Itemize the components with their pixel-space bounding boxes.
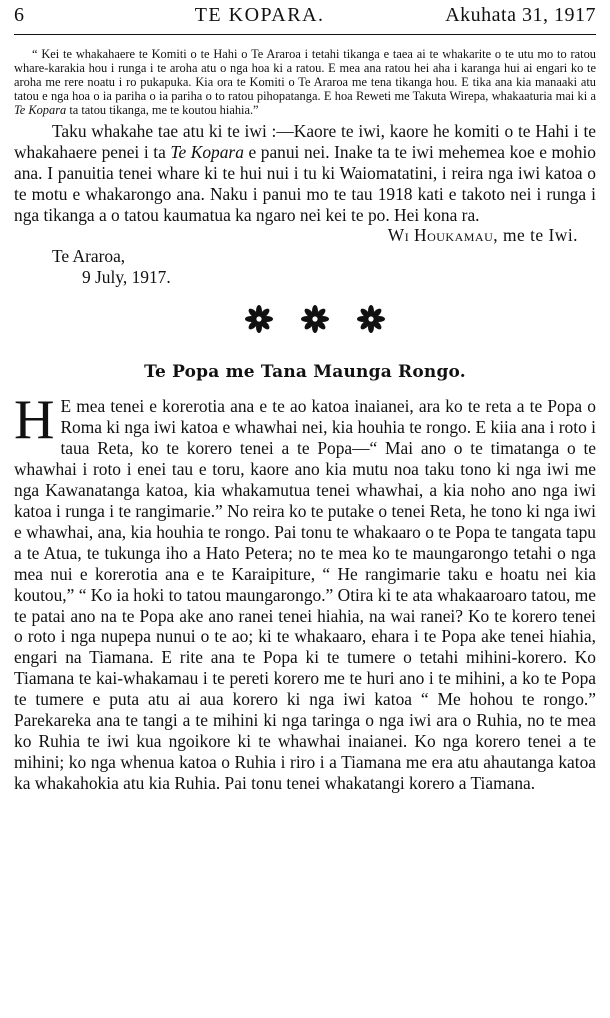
- flower-ornament-icon: [300, 304, 330, 334]
- drop-cap: H: [14, 389, 55, 452]
- section-divider: [34, 304, 596, 334]
- letter-paragraph: [14, 121, 596, 225]
- letter-signature: [14, 225, 596, 246]
- letter-italic-title: Te Kopara: [170, 142, 244, 163]
- issue-date: Akuhata 31, 1917: [445, 4, 596, 26]
- flower-ornament-icon: [356, 304, 386, 334]
- letter-text-after: e panui nei. Inake ta te iwi mehemea koe e mohio ana. I panuitia tenei whare ki te hui nui i tu ki Waiomatatini, i reira nga iwi katoa o te motu e whakarongo ana. Naku i panui mo te tau 1918 kati e takoto nei i runga i nga tikanga a o tatou kaumatua ka ngaro nei kei te po. Hei kona ra.: [14, 142, 596, 225]
- signature-name: Wi Houkamau,: [387, 225, 499, 246]
- flower-ornament-icon: [244, 304, 274, 334]
- article-title: Te Popa me Tana Maunga Rongo.: [144, 362, 466, 383]
- publication-title: TE KOPARA.: [194, 4, 325, 26]
- letter-place: Te Araroa,: [52, 246, 126, 267]
- quote-italic-title: Te Kopara: [14, 103, 67, 118]
- article-body: [14, 389, 596, 793]
- page-header: [14, 4, 596, 35]
- article-text: E mea tenei e korerotia ana e te ao katoa inaianei, ara ko te reta a te Popa o Roma ki nga iwi katoa e whawhai nei, kia houhia te rongo. E kiia ana i roto i taua Reta, ko te korero tenei a te Popa—“ Mai ano o te timatanga o te whawhai i roto i enei tau e toru, kaore ano kia mutu noa taku tono ki nga iwi me nga Kawanatanga katoa, kia whakamutua tenei whawhai, a kia noho ano nga iwi katoa i runga i te rangimarie.” No reira ko te putake o tenei Reta, he tono ki nga iwi e whawhai, ana, kia houhia te rongo. Pai tonu te whakaaro o te Popa te tangata tapu a te Atua, te tukunga iho a Hato Petera; no te mea ko te maungarongo tetahi o nga mea nui e korerotia ana e te Karaipiture, “ He rangimarie taku e hoatu nei kia koutou,” “ Ko ia hoki to tatou maungarongo.” Otira ki te ata whakaaroaro tatou, me te patai ano na te Popa ake ano ranei tenei hiahia, na wai ranei? Ko te korero tenei o roto i nga nupepa nunui o te ao; ki te whakaaro, ehara i te Popa ake tenei hiahia, engari na Tiamana. E rite ana te Popa ki te tumere o tetahi mihini-korero. Ko Tiamana te kai-whakamau i te pereti korero me te huri ano i te mihini, a ko te Popa te tumere e puta atu ai aua korero ki nga iwi katoa “ Me hohou te rongo.” Parekareka ana te tangi a te mihini ki nga taringa o nga iwi ara o Ruhia, no te mea ko Ruhia te iwi kua ngoikore ki te whawhai inaianei. Ko nga korero tenei a te mihini; ko nga whenua katoa o Ruhia i riro i a Tiamana me era atu ahautanga katoa ka whakahokia atu kia Ruhia. Pai tonu tenei whakatangi korero a Tiamana.: [14, 396, 596, 793]
- signature-rest: me te Iwi.: [498, 225, 578, 246]
- quote-text: “ Kei te whakahaere te Komiti o te Hahi o Te Araroa i tetahi tikanga e taea ai te whakarite o te utu mo to ratou whare-karakia hou i runga i te aroha atu o nga hoa ki a ratou. E mea ana ratou hei aha i karanga hui ai engari ko te aroha me rere noatu i ro pukapuka. Kia ora te Komiti o Te Araroa me tena tikanga hou. E tika ana kia manaaki atu tatou e nga hoa o ia pariha o ia pariha o to ratou pihopatanga. E hoa Reweti me Takuta Wirepa, whakaaturia mai ki a: [14, 47, 596, 104]
- letter-date: 9 July, 1917.: [82, 267, 171, 288]
- quote-text-end: ta tatou tikanga, me te koutou hiahia.”: [66, 103, 259, 118]
- newspaper-page: [14, 4, 596, 794]
- letter-text-before: Taku whakahe tae atu ki te iwi :—Kaore te iwi, kaore he komiti o te Hahi i te whakahaere penei i ta: [14, 121, 596, 163]
- quoted-notice: [14, 47, 596, 117]
- page-number: 6: [14, 4, 24, 26]
- letter-dateline: [52, 246, 596, 288]
